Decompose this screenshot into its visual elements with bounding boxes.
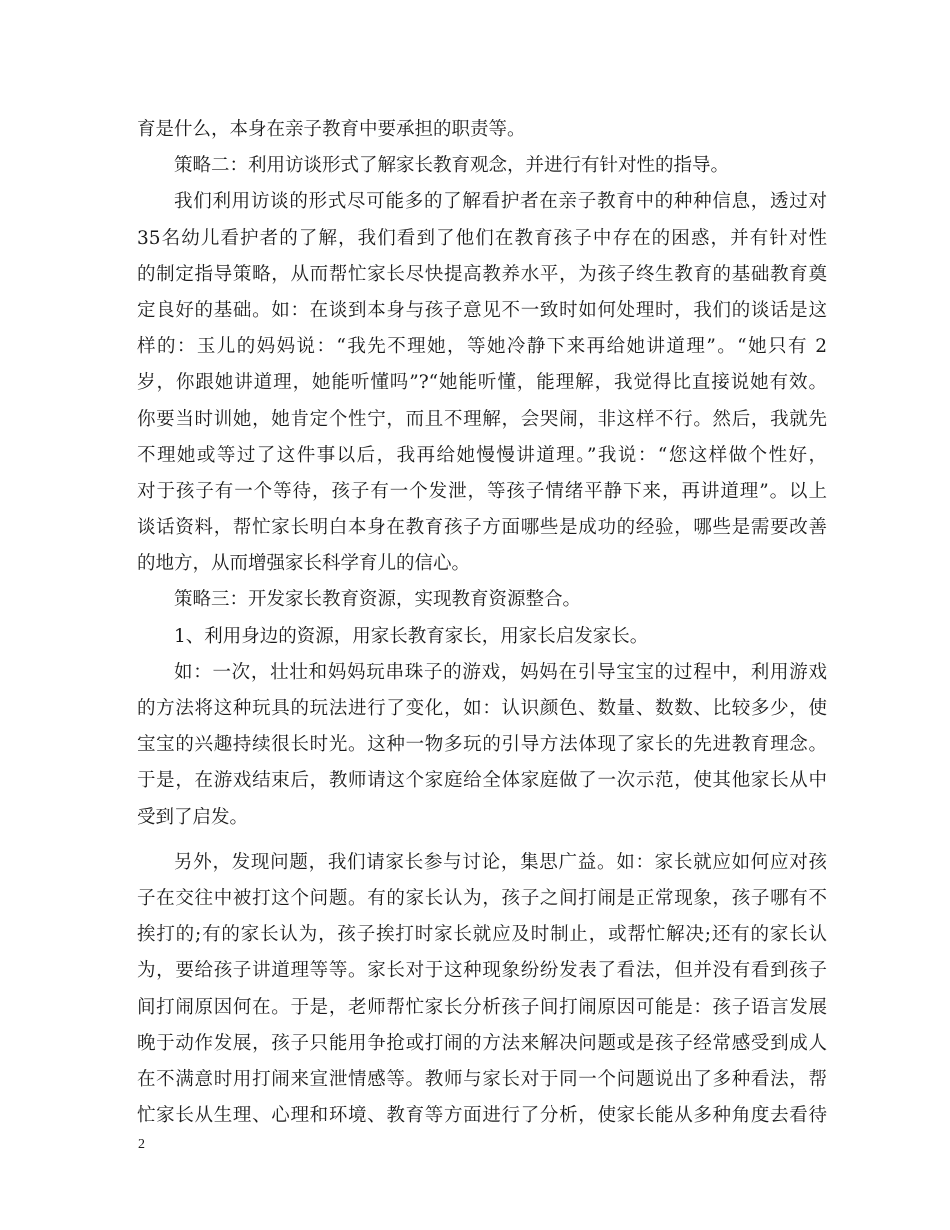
- text-line: 在不满意时用打闹来宣泄情感等。教师与家长对于同一个问题说出了多种看法，帮: [137, 1068, 827, 1090]
- text-line: 受到了启发。: [137, 806, 249, 828]
- text-line: 35名幼儿看护者的了解，我们看到了他们在教育孩子中存在的困惑，并有针对性: [137, 227, 827, 249]
- text-line: 定良好的基础。如：在谈到本身与孩子意见不一致时如何处理时，我们的谈话是这: [137, 299, 827, 321]
- subheading-1: 1、利用身边的资源，用家长教育家长，用家长启发家长。: [174, 625, 649, 647]
- text-line: 的方法将这种玩具的玩法进行了变化，如：认识颜色、数量、数数、比较多少，使: [137, 698, 827, 719]
- text-line: 不理她或等过了这件事以后，我再给她慢慢讲道理。”我说：“您这样做个性好，: [137, 444, 827, 466]
- page-number: 2: [138, 1137, 145, 1152]
- text-line: 你要当时训她，她肯定个性宁，而且不理解，会哭闹，非这样不行。然后，我就先: [137, 408, 827, 430]
- text-line: 另外，发现问题，我们请家长参与讨论，集思广益。如：家长就应如何应对孩: [174, 851, 827, 873]
- text-line: 晚于动作发展，孩子只能用争抢或打闹的方法来解决问题或是孩子经常感受到成人: [137, 1032, 827, 1054]
- strategy-two-heading: 策略二：利用访谈形式了解家长教育观念，并进行有针对性的指导。: [174, 155, 730, 177]
- text-line: 忙家长从生理、心理和环境、教育等方面进行了分析，使家长能从多种角度去看待: [137, 1105, 827, 1127]
- text-line: 挨打的;有的家长认为，孩子挨打时家长就应及时制止，或帮忙解决;还有的家长认: [137, 924, 827, 946]
- text-line: 我们利用访谈的形式尽可能多的了解看护者在亲子教育中的种种信息，透过对: [174, 191, 827, 213]
- text-line: 岁，你跟她讲道理，她能听懂吗”?“她能听懂，能理解，我觉得比直接说她有效。: [137, 372, 827, 394]
- paragraph-gap: [137, 836, 827, 845]
- text-line: 子在交往中被打这个问题。有的家长认为，孩子之间打闹是正常现象，孩子哪有不: [137, 887, 827, 909]
- text-line: 于是，在游戏结束后，教师请这个家庭给全体家庭做了一次示范，使其他家长从中: [137, 770, 827, 792]
- text-line: 对于孩子有一个等待，孩子有一个发泄，等孩子情绪平静下来，再讲道理”。以上: [137, 480, 827, 502]
- document-body: [137, 112, 827, 1134]
- text-line: 间打闹原因何在。于是，老师帮忙家长分析孩子间打闹原因可能是：孩子语言发展: [137, 996, 827, 1018]
- text-line: 样的：玉儿的妈妈说：“我先不理她，等她冷静下来再给她讲道理”。“她只有 2: [137, 336, 827, 358]
- text-line: 宝宝的兴趣持续很长时光。这种一物多玩的引导方法体现了家长的先进教育理念。: [137, 734, 827, 756]
- text-line: 的地方，从而增强家长科学育儿的信心。: [137, 553, 471, 575]
- text-line: 育是什么，本身在亲子教育中要承担的职责等。: [137, 119, 526, 140]
- strategy-three-heading: 策略三：开发家长教育资源，实现教育资源整合。: [174, 589, 582, 611]
- text-line: 为，要给孩子讲道理等等。家长对于这种现象纷纷发表了看法，但并没有看到孩子: [137, 960, 827, 982]
- text-line: 如：一次，壮壮和妈妈玩串珠子的游戏，妈妈在引导宝宝的过程中，利用游戏: [174, 661, 827, 683]
- text-line: 谈话资料，帮忙家长明白本身在教育孩子方面哪些是成功的经验，哪些是需要改善: [137, 517, 827, 539]
- text-line: 的制定指导策略，从而帮忙家长尽快提高教养水平，为孩子终生教育的基础教育奠: [137, 263, 827, 285]
